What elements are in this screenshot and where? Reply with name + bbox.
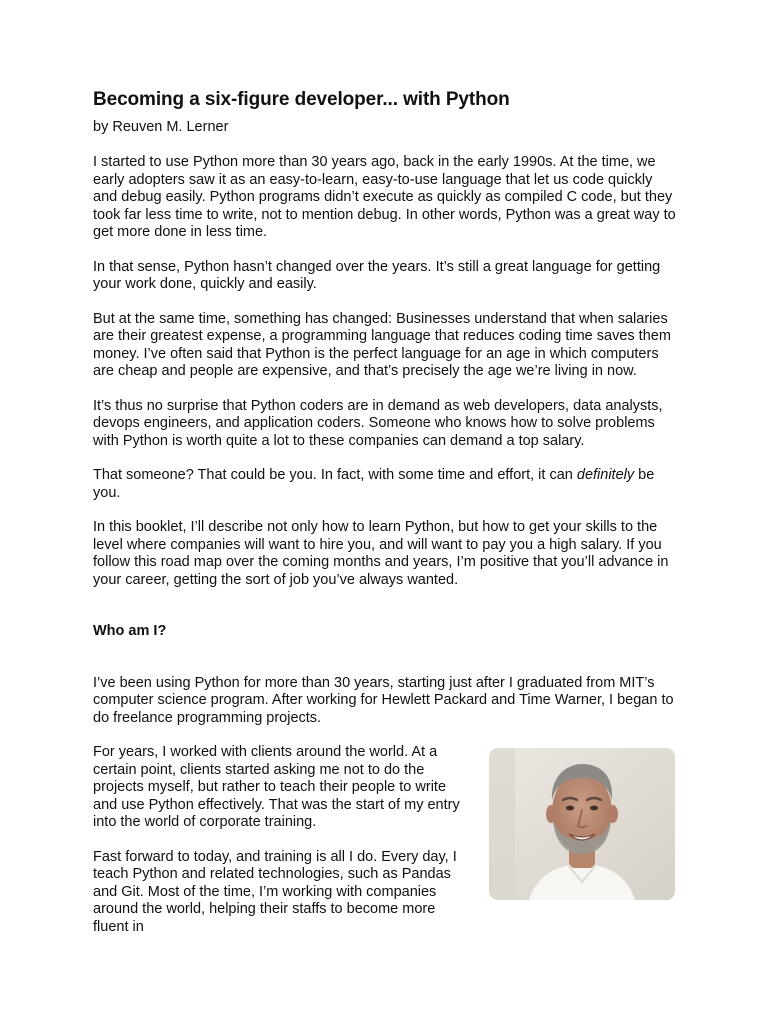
paragraph-clients: For years, I worked with clients around the world. At a certain point, clients started asking me not to do the projects myself, but rather to teach their people to write and use Python effectively. That was the start of my entry into the world of corporate training. [93,744,460,830]
document-page [93,88,678,936]
someone-text-after: be you. [93,467,655,501]
paragraph-someone [93,467,678,502]
document-title: Becoming a six-figure developer... with Python [93,89,510,110]
paragraph-background: I’ve been using Python for more than 30 years, starting just after I graduated from MIT’s computer science program. After working for Hewlett Packard and Time Warner, I began to do freelance programming projects. [93,674,674,726]
section-heading-who-am-i: Who am I? [93,623,167,639]
paragraph-demand: It’s thus no surprise that Python coders are in demand as web developers, data analysts, devops engineers, and application coders. Someone who knows how to solve problems with Python is worth quite a lot to these companies can demand a top salary. [93,397,663,449]
paragraph-unchanged: In that sense, Python hasn’t changed over the years. It’s still a great language for getting your work done, quickly and easily. [93,258,661,292]
someone-text-before: That someone? That could be you. In fact, with some time and effort, it can [93,467,577,483]
author-photo [489,748,675,900]
emphasis-definitely: definitely [576,467,635,483]
author-byline: by Reuven M. Lerner [93,119,229,135]
paragraph-today: Fast forward to today, and training is all I do. Every day, I teach Python and related technologies, such as Pandas and Git. Most of the time, I’m working with companies around the world, helping their staffs to become more fluent in [93,848,457,935]
photo-section [93,744,678,936]
paragraph-changed: But at the same time, something has changed: Businesses understand that when salaries are their greatest expense, a programming language that reduces coding time saves them money. I’ve often said that Python is the perfect language for an age in which computers are cheap and people are expensive, and that’s precisely the age we’re living in now. [93,310,671,379]
paragraph-intro: I started to use Python more than 30 years ago, back in the early 1990s. At the time, we early adopters saw it as an easy-to-learn, easy-to-use language that let us code quickly and debug easily. Python programs didn’t execute as quickly as compiled C code, but they took far less time to write, not to mention debug. In other words, Python was a great way to get more done in less time. [93,154,676,240]
paragraph-booklet: In this booklet, I’ll describe not only how to learn Python, but how to get your skills to the level where companies will want to hire you, and will want to pay you a high salary. If you follow this road map over the coming months and years, I’m positive that you’ll advance in your career, getting the sort of job you’ve always wanted. [93,519,669,588]
author-portrait-image [489,748,675,900]
